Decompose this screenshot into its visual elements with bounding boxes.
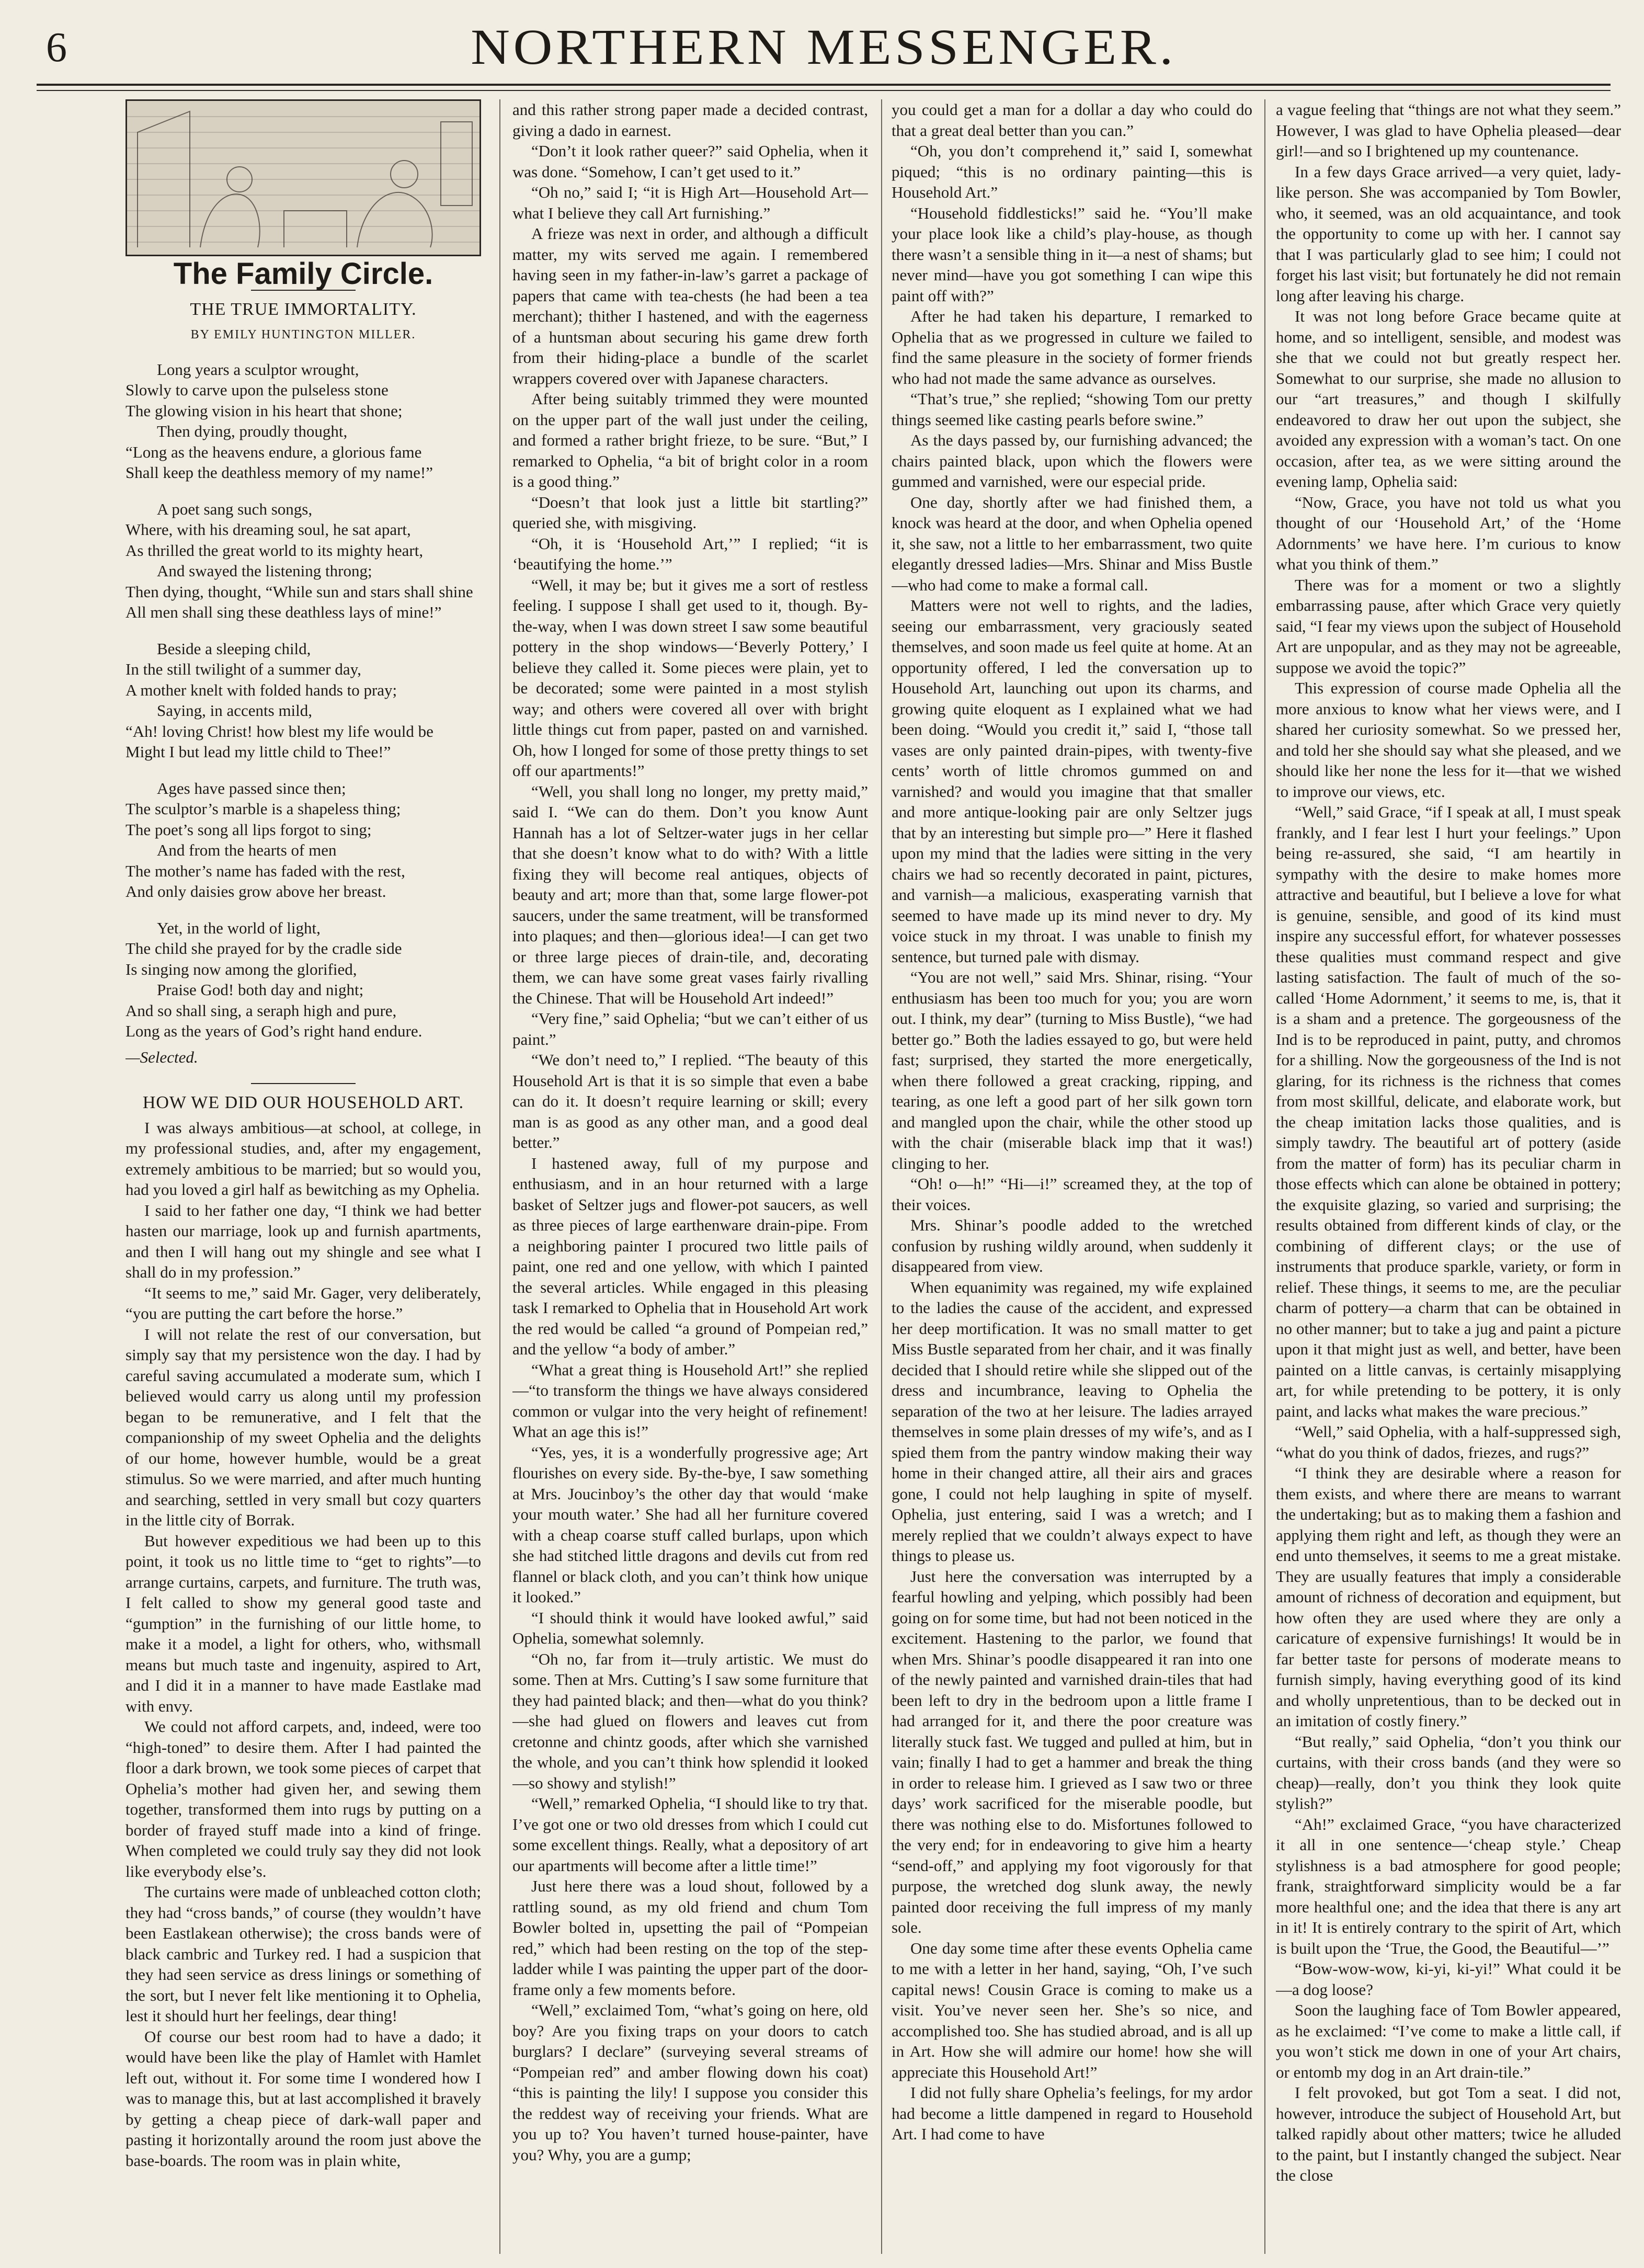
column-4	[1276, 99, 1621, 2254]
paragraph: One day some time after these events Ophelia came to me with a letter in her hand, saying, “Oh, I’ve such capital news! Cousin Grace is coming to make us a visit. You’ve never seen her. She’s so nice, and accomplished too. She has studied abroad, and is all up in Art. How she will admire our home! how she will appreciate this Household Art!”	[892, 1939, 1252, 2081]
paragraph: We could not afford carpets, and, indeed, were too “high-toned” to desire them. After I had painted the floor a dark brown, we took some pieces of carpet that Ophelia’s mother had given her, and sewing them together, transformed them into rugs by putting on a border of frayed stuff made into a kind of fringe. When completed we could truly say they did not look like everybody else’s.	[125, 1717, 481, 1880]
section-title: The Family Circle.	[173, 257, 433, 291]
poem-line: The poet’s song all lips forgot to sing;	[125, 820, 372, 839]
poem-line: A poet sang such songs,	[157, 499, 313, 518]
poem-line: The mother’s name has faded with the rest,	[125, 861, 405, 880]
column-divider	[499, 99, 500, 2254]
paragraph: Of course our best room had to have a dado; it would have been like the play of Hamlet with Hamlet left out, without it. For some time I wondered how I was to manage this, but at last accomplished it bravely by getting a cheap piece of dark-wall paper and pasting it horizontally around the room just above the base-boards. The room was in plain white,	[125, 2027, 481, 2170]
poem-line: Long as the years of God’s right hand endure.	[125, 1022, 423, 1040]
paragraph: “Don’t it look rather queer?” said Ophelia, when it was done. “Somehow, I can’t get used to it.”	[512, 142, 868, 181]
poem-stanza	[125, 499, 481, 623]
story-column-text	[125, 1118, 481, 2171]
column-divider	[1264, 99, 1265, 2254]
poem-line: Slowly to carve upon the pulseless stone	[125, 381, 389, 399]
paragraph: you could get a man for a dollar a day who could do that a great deal better than you can.”	[892, 100, 1252, 140]
poem-line: All men shall sing these deathless lays of mine!”	[125, 603, 442, 621]
paragraph: I said to her father one day, “I think we had better hasten our marriage, look up and furnish apartments, and then I will hang out my shingle and see what I shall do in my profession.”	[125, 1201, 481, 1281]
column-1	[125, 99, 481, 2254]
paragraph: As the days passed by, our furnishing advanced; the chairs painted black, upon which the flowers were gummed and varnished, were our especial pride.	[892, 431, 1252, 491]
poem-line: Might I but lead my little child to Thee!”	[125, 743, 391, 761]
paragraph: I hastened away, full of my purpose and enthusiasm, and in an hour returned with a large basket of Seltzer jugs and flower-pot saucers, as well as three pieces of large earthenware drain-pipe. From a neighboring painter I procured two little pails of paint, one red and one yellow, with which I painted the several articles. While engaged in this pleasing task I remarked to Ophelia that in Household Art work the red would be called “a ground of Pompeian red,” and the yellow “a body of amber.”	[512, 1154, 868, 1358]
column-3	[892, 99, 1252, 2254]
paragraph: “It seems to me,” said Mr. Gager, very deliberately, “you are putting the cart before the horse.”	[125, 1283, 481, 1323]
header-rule-thin	[37, 90, 1611, 91]
paragraph: I will not relate the rest of our conversation, but simply say that my persistence won the day. I had by careful saving accumulated a moderate sum, which I believed would carry us along until my profession began to be remunerative, and I felt that the companionship of my sweet Ophelia and the delights of our home, however humble, would be a great stimulus. So we were married, and after much hunting and searching, settled in very small but cozy quarters in the little city of Borrak.	[125, 1325, 481, 1529]
poem-byline: BY EMILY HUNTINGTON MILLER.	[190, 328, 416, 341]
paragraph: Just here there was a loud shout, followed by a rattling sound, as my old friend and chum Tom Bowler bolted in, upsetting the pail of “Pompeian red,” which had been resting on the top of the step-ladder while I was painting the upper part of the door-frame only a few moments before.	[512, 1877, 868, 1999]
paragraph: “Oh no, far from it—truly artistic. We must do some. Then at Mrs. Cutting’s I saw some furniture that they had painted black; and then—what do you think?—she had glued on flowers and leaves cut from cretonne and chintz goods, after which she varnished the whole, and you can’t think how splendid it looked—so showy and stylish!”	[512, 1649, 868, 1792]
poem-title: THE TRUE IMMORTALITY.	[190, 299, 417, 319]
paragraph: One day, shortly after we had finished them, a knock was heard at the door, and when Ophelia opened it, she saw, not a little to her embarrassment, two quite elegantly dressed ladies—Mrs. Shinar and Miss Bustle—who had come to make a formal call.	[892, 493, 1252, 594]
poem-line: And only daisies grow above her breast.	[125, 882, 386, 901]
story-title: HOW WE DID OUR HOUSEHOLD ART.	[142, 1093, 464, 1112]
paragraph: Matters were not well to rights, and the ladies, seeing our embarrassment, very graciously seated themselves, and soon made us feel quite at home. At an opportunity offered, I led the conversation up to Household Art, launching out upon its charms, and growing quite eloquent as I explained what we had been doing. “Would you credit it,” said I, “those tall vases are only painted drain-pipes, with twenty-five cents’ worth of little chromos gummed on and varnished? and would you imagine that that smaller and more antique-looking pair are only Seltzer jugs that by an interesting but simple pro—” Here it flashed upon my mind that the ladies were sitting in the very chairs we had so recently decorated in paint, pictures, and varnish—a malicious, exasperating varnish that seemed to have made up its mind never to dry. My voice stuck in my throat. I was unable to finish my sentence, but turned pale with dismay.	[892, 596, 1252, 966]
paragraph: “Bow-wow-wow, ki-yi, ki-yi!” What could it be—a dog loose?	[1276, 1959, 1621, 1999]
paragraph: and this rather strong paper made a decided contrast, giving a dado in earnest.	[512, 100, 868, 140]
poem-line: And swayed the listening throng;	[157, 562, 372, 580]
poem-stanza	[125, 778, 481, 902]
paragraph: a vague feeling that “things are not what they seem.” However, I was glad to have Ophelia pleased—dear girl!—and so I brightened up my countenance.	[1276, 100, 1621, 160]
paragraph: “That’s true,” she replied; “showing Tom our pretty things seemed like casting pearls before swine.”	[892, 390, 1252, 429]
paragraph: “Well,” remarked Ophelia, “I should like to try that. I’ve got one or two old dresses from which I could cut some excellent things. Really, what a depository of art our apartments will become after a little time!”	[512, 1794, 868, 1875]
poem-line: Saying, in accents mild,	[157, 701, 313, 720]
paragraph: In a few days Grace arrived—a very quiet, lady-like person. She was accompanied by Tom Bowler, who, it seemed, was an old acquaintance, and took the opportunity to come up with her. I cannot say that I was particularly glad to see him; I could not forget his last visit; but fortunately he did not remain long after leaving his charge.	[1276, 162, 1621, 305]
paragraph: “Well,” said Ophelia, with a half-suppressed sigh, “what do you think of dados, friezes, and rugs?”	[1276, 1422, 1621, 1462]
paragraph: “Well,” exclaimed Tom, “what’s going on here, old boy? Are you fixing traps on your doors to catch burglars? I declare” (surveying several streams of “Pompeian red” and amber flowing down his coat) “this is painting the lily! I suppose you consider this the reddest way of receiving your friends. What are you up to? You haven’t turned house-painter, have you? Why, you are a gump;	[512, 2001, 868, 2164]
poem-line: As thrilled the great world to its mighty heart,	[125, 541, 424, 560]
poem-line: And so shall sing, a seraph high and pure,	[125, 1001, 397, 1020]
header-rule	[37, 84, 1611, 86]
paragraph: It was not long before Grace became quite at home, and so intelligent, sensible, and modest was she that we could not but greatly respect her. Somewhat to our surprise, she made no allusion to our “art treasures,” and though I skilfully endeavored to draw her out upon the subject, she avoided any expression with a woman’s tact. On one occasion, after tea, as we were sitting around the evening lamp, Ophelia said:	[1276, 307, 1621, 491]
family-engraving-image	[125, 99, 481, 256]
paragraph: “Oh! o—h!” “Hi—i!” screamed they, at the top of their voices.	[892, 1175, 1252, 1214]
poem-line: The glowing vision in his heart that shone;	[125, 401, 403, 420]
paragraph: “Household fiddlesticks!” said he. “You’ll make your place look like a child’s play-house, as though there wasn’t a sensible thing in it—a nest of shams; but never mind—have you got something I can wipe this paint off with?”	[892, 203, 1252, 305]
poem-line: Is singing now among the glorified,	[125, 960, 357, 978]
poem-line: Praise God! both day and night;	[157, 981, 364, 999]
column-divider	[881, 99, 882, 2254]
masthead-title: NORTHERN MESSENGER.	[471, 19, 1177, 75]
poem-stanza	[125, 359, 481, 483]
paragraph: Mrs. Shinar’s poodle added to the wretched confusion by rushing wildly around, when suddenly it disappeared from view.	[892, 1216, 1252, 1275]
paragraph: “You are not well,” said Mrs. Shinar, rising. “Your enthusiasm has been too much for you; you are worn out. I think, my dear” (turning to Miss Bustle), “we had better go.” Both the ladies essayed to go, but were held fast; surprised, they started the more energetically, when there followed a great cracking, ripping, and tearing, as one left a good part of her silk gown torn and mangled upon the chair, while the other stood up with the chair (miserable black imp that it was!) clinging to her.	[892, 968, 1252, 1172]
paragraph: “Doesn’t that look just a little bit startling?” queried she, with misgiving.	[512, 493, 868, 532]
page-number: 6	[46, 25, 67, 71]
paragraph: There was for a moment or two a slightly embarrassing pause, after which Grace very quietly said, “I fear my views upon the subject of Household Art are unpopular, and as they may not be agreeable, suppose we avoid the topic?”	[1276, 575, 1621, 677]
poem-stanza	[125, 639, 481, 762]
paragraph: When equanimity was regained, my wife explained to the ladies the cause of the accident, and expressed her deep mortification. It was no small matter to get Miss Bustle separated from her chair, and it was finally decided that I should retire while she slipped out of the dress and incumbrance, leaving to Ophelia the separation of the two at her leisure. The ladies arrayed themselves in some plain dresses of my wife’s, and as I spied them from the pantry window making their way home in their changed attire, all their airs and graces gone, I could not help laughing in spite of myself. Ophelia, just entering, said I was a wretch; and I merely replied that we couldn’t always expect to have things to please us.	[892, 1278, 1252, 1565]
paragraph: “Oh, it is ‘Household Art,’” I replied; “it is ‘beautifying the home.’”	[512, 534, 868, 573]
poem-line: The child she prayed for by the cradle side	[125, 939, 402, 958]
paragraph: The curtains were made of unbleached cotton cloth; they had “cross bands,” of course (they wouldn’t have been Eastlakean otherwise); the cross bands were of black cambric and Turkey red. I had a suspicion that they had seen service as dress linings or something of the sort, but I never felt like mentioning it to Ophelia, lest it should hurt her feelings, dear thing!	[125, 1883, 481, 2025]
poem-line: Where, with his dreaming soul, he sat apart,	[125, 520, 411, 539]
page-header	[37, 10, 1611, 89]
poem-line: Long years a sculptor wrought,	[157, 360, 359, 379]
paragraph: “Yes, yes, it is a wonderfully progressive age; Art flourishes on every side. By-the-bye, I saw something at Mrs. Joucinboy’s the other day that would ‘make your mouth water.’ She had all her furniture covered with a cheap coarse stuff called burlaps, upon which she had stitched little dragons and devils cut from red flannel or black cloth, and you can’t think how unique it looked.”	[512, 1443, 868, 1606]
poem-line: The sculptor’s marble is a shapeless thing;	[125, 800, 401, 818]
poem-stanza	[125, 918, 481, 1042]
paragraph: “Well, you shall long no longer, my pretty maid,” said I. “We can do them. Don’t you know Aunt Hannah has a lot of Seltzer-water jugs in her cellar that she doesn’t know what to do with? With a little fixing they will become real antiques, objects of beauty and art; more than that, some large flower-pot saucers, under the same treatment, will be transformed into plaques; and then—glorious idea!—I can get two or three large pieces of drain-tile, and, decorating them, we can have some great vases fairly rivalling the Chinese. That will be Household Art indeed!”	[512, 782, 868, 1007]
paragraph: “Oh no,” said I; “it is High Art—Household Art—what I believe they call Art furnishing.”	[512, 183, 868, 222]
section-divider	[251, 1083, 356, 1084]
poem-line: Beside a sleeping child,	[157, 639, 311, 658]
paragraph: “Well, it may be; but it gives me a sort of restless feeling. I suppose I shall get used to it, though. By-the-way, when I was down street I saw some beautiful pottery in the shop windows—‘Beverly Pottery,’ I believe they called it. Some pieces were plain, yet to be decorated; some were painted in a most stylish way; and others were covered all over with bright little things cut from paper, pasted on and varnished. Oh, how I longed for some of those pretty things to set off our apartments!”	[512, 575, 868, 780]
column-2	[512, 99, 868, 2254]
paragraph: But however expeditious we had been up to this point, it took us no little time to “get to rights”—to arrange curtains, carpets, and furniture. The truth was, I felt called to show my general good taste and “gumption” in the furnishing of our little home, to make it a model, a light for others, who, withsmall means but much taste and ingenuity, aspired to Art, and I did it in a manner to have made Eastlake mad with envy.	[125, 1531, 481, 1715]
paragraph: This expression of course made Ophelia all the more anxious to know what her views were, and I shared her curiosity somewhat. So we pressed her, and told her she should say what she pleased, and we should like her none the less for it—that we wished to improve our views, etc.	[1276, 679, 1621, 801]
poem-line: “Ah! loving Christ! how blest my life would be	[125, 722, 433, 740]
paragraph: After being suitably trimmed they were mounted on the upper part of the wall just under the ceiling, and formed a rather bright frieze, to be sure. “But,” I remarked to Ophelia, “a bit of bright color in a room is a good thing.”	[512, 390, 868, 491]
paragraph: “I should think it would have looked awful,” said Ophelia, somewhat solemnly.	[512, 1608, 868, 1647]
poem-line: In the still twilight of a summer day,	[125, 660, 361, 678]
paragraph: “But really,” said Ophelia, “don’t you think our curtains, with their cross bands (and they were so cheap)—really, don’t you think they look quite stylish?”	[1276, 1732, 1621, 1813]
paragraph: After he had taken his departure, I remarked to Ophelia that as we progressed in culture we failed to find the same pleasure in the society of former friends who had not made the same advance as ourselves.	[892, 307, 1252, 388]
paragraph: “Very fine,” said Ophelia; “but we can’t either of us paint.”	[512, 1009, 868, 1048]
paragraph: I did not fully share Ophelia’s feelings, for my ardor had become a little dampened in regard to Household Art. I had come to have	[892, 2083, 1252, 2143]
paragraph: “Oh, you don’t comprehend it,” said I, somewhat piqued; “this is no ordinary painting—this is Household Art.”	[892, 142, 1252, 201]
paragraph: I felt provoked, but got Tom a seat. I did not, however, introduce the subject of Household Art, but talked rapidly about other matters; twice he alluded to the paint, but I instantly changed the subject. Near the close	[1276, 2083, 1621, 2184]
paragraph: “What a great thing is Household Art!” she replied—“to transform the things we have always considered common or vulgar into the very height of refinement! What an age this is!”	[512, 1360, 868, 1441]
paragraph: “Now, Grace, you have not told us what you thought of our ‘Household Art,’ of the ‘Home Adornments’ we have here. I’m curious to know what you think of them.”	[1276, 493, 1621, 573]
poem-line: Yet, in the world of light,	[157, 918, 321, 937]
poem-line: Then dying, proudly thought,	[157, 422, 348, 440]
poem-line: “Long as the heavens endure, a glorious fame	[125, 442, 422, 461]
paragraph: I was always ambitious—at school, at college, in my professional studies, and, after my engagement, extremely ambitious to be married; but so would you, had you loved a girl half as bewitching as my Ophelia.	[125, 1118, 481, 1199]
poem-line: Ages have passed since then;	[157, 779, 346, 797]
poem-line: Then dying, thought, “While sun and stars shall shine	[125, 582, 473, 601]
paragraph: “Well,” said Grace, “if I speak at all, I must speak frankly, and I fear lest I hurt your feelings.” Upon being re-assured, she said, “I am heartily in sympathy with the desire to make homes more attractive and beautiful, but I believe a love for what is genuine, sensible, and good of its kind must inspire any successful effort, for whatever possesses these qualities must command respect and give lasting satisfaction. The fault of much of the so-called ‘Home Adornment,’ it seems to me, is, that it is a sham and a pretence. The gorgeousness of the Ind is to be reproduced in paint, putty, and chromos for a shilling. Now the gorgeousness of the Ind is not glaring, for its richness is the richness that comes from most skillful, delicate, and elaborate work, but the cheap imitation lacks those qualities, and is simply tawdry. The beautiful art of pottery (aside from the matter of form) has its peculiar charm in those effects which can alone be obtained in pottery; the exquisite glazing, so varied and surprising; the results obtained from different kinds of clay, or the combining of different clays; or the use of instruments that produce sparkle, variety, or form in relief. These things, it seems to me, are the peculiar charm of pottery—a charm that can be obtained in no other manner; but to take a jug and paint a picture upon it that might just as well, and better, have been painted on a little canvas, is certainly misapplying art, for while pretending to be pottery, it is only paint, and lacks what makes the ware precious.”	[1276, 803, 1621, 1420]
poem-credit: —Selected.	[125, 1047, 198, 1066]
poem-line: A mother knelt with folded hands to pray;	[125, 680, 397, 699]
engraving-illustration	[127, 101, 480, 255]
paragraph: “Ah!” exclaimed Grace, “you have characterized it all in one sentence—‘cheap style.’ Cheap stylishness is a bad atmosphere for good people; frank, straightforward simplicity would be a far more healthful one; and the idea that there is any art in it! It is entirely contrary to the spirit of Art, which is built upon the ‘True, the Good, the Beautiful—’”	[1276, 1815, 1621, 1957]
paragraph: “We don’t need to,” I replied. “The beauty of this Household Art is that it is so simple that even a babe can do it. It doesn’t require learning or skill; every man is as good as any other man, and a good deal better.”	[512, 1051, 868, 1152]
poem-line: Shall keep the deathless memory of my name!”	[125, 463, 433, 482]
paragraph: Soon the laughing face of Tom Bowler appeared, as he exclaimed: “I’ve come to make a little call, if you won’t stick me down in one of your Art chairs, or entomb my dog in an Art drain-tile.”	[1276, 2001, 1621, 2081]
paragraph: A frieze was next in order, and although a difficult matter, my wits served me again. I remembered having seen in my father-in-law’s garret a package of papers that came with tea-chests (he had been a tea merchant); thither I hastened, and with the eagerness of a huntsman about securing his game drew forth from their hiding-place a bundle of the scarlet wrappers covered over with Japanese characters.	[512, 224, 868, 388]
paragraph: Just here the conversation was interrupted by a fearful howling and yelping, which possibly had been going on for some time, but had not been noticed in the excitement. Hastening to the parlor, we found that when Mrs. Shinar’s poodle disappeared it ran into one of the newly painted and varnished drain-tiles that had been left to dry in the bedroom upon a little frame I had arranged for it, and there the poor creature was literally stuck fast. We tugged and pulled at him, but in vain; finally I had to get a hammer and break the thing in order to release him. I grieved as I saw two or three days’ work sacrificed for the miserable poodle, but there was nothing else to do. Misfortunes followed to the very end; for in endeavoring to give him a hearty “send-off,” and applying my foot vigorously for that purpose, the wretched dog slunk away, the newly painted door receiving the full impress of my manly sole.	[892, 1567, 1252, 1936]
paragraph: “I think they are desirable where a reason for them exists, and where there are means to warrant the undertaking; but as to making them a fashion and applying them right and left, as though they were an end unto themselves, it seems to me a great mistake. They are usually features that imply a considerable amount of richness of decoration and equipment, but how often they are used where they are only a caricature of expensive furnishings! It would be in far better taste for persons of moderate means to furnish simply, having everything good of its kind and wholly unpretentious, than to be decked out in an imitation of costly finery.”	[1276, 1464, 1621, 1730]
poem-line: And from the hearts of men	[157, 841, 337, 859]
